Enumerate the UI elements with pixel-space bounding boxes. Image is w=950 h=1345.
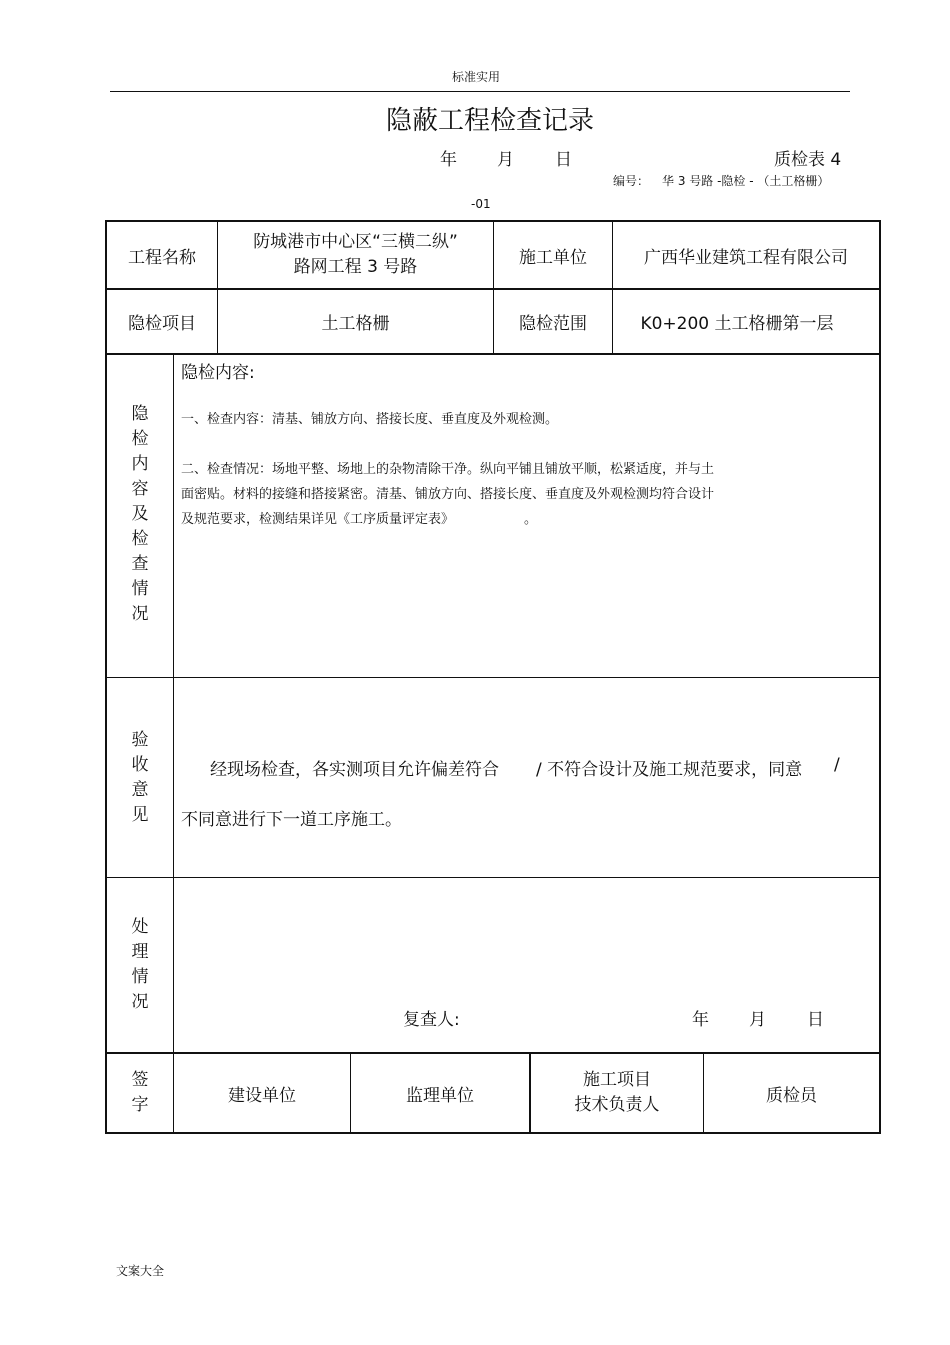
document-title: 隐蔽工程检查记录 <box>386 106 595 136</box>
content-paragraph-2-end: 。 <box>524 512 538 527</box>
side-char: 情 <box>131 579 149 599</box>
serial-label: 编号： <box>613 174 650 188</box>
side-char: 容 <box>131 479 149 499</box>
row-rule <box>105 877 881 878</box>
project-name-value <box>218 222 493 288</box>
acceptance-text-line2: 不同意进行下一道工序施工。 <box>181 810 402 830</box>
side-char: 意 <box>131 780 149 800</box>
form-label: 质检表 4 <box>774 150 842 170</box>
side-char: 字 <box>131 1095 149 1115</box>
content-paragraph-1: 一、检查内容：清基、铺放方向、搭接长度、垂直度及外观检测。 <box>181 412 559 427</box>
side-char: 检 <box>131 429 149 449</box>
date-year: 年 <box>440 150 457 170</box>
col-rule <box>173 354 174 1132</box>
date-month: 月 <box>497 150 514 170</box>
content-title: 隐检内容: <box>181 363 255 383</box>
side-char: 处 <box>131 917 149 937</box>
side-char: 况 <box>131 992 149 1012</box>
page-header: 标准实用 <box>452 70 501 84</box>
content-paragraph-2-line1: 二、检查情况：场地平整、场地上的杂物清除干净。纵向平铺且铺放平顺，松紧适度，并与土 <box>181 462 715 477</box>
handling-month: 月 <box>749 1010 766 1030</box>
handling-year: 年 <box>692 1010 709 1030</box>
acceptance-text-a: 经现场检查，各实测项目允许偏差符合 <box>210 760 499 780</box>
content-paragraph-2-line3: 及规范要求，检测结果详见《工序质量评定表》 <box>181 512 455 527</box>
project-name-line1: 防城港市中心区“三横二纵” <box>253 232 458 252</box>
side-char: 况 <box>131 604 149 624</box>
header-rule <box>110 91 850 92</box>
sign-supervisor: 监理单位 <box>406 1085 474 1106</box>
project-name-label: 工程名称 <box>128 247 196 268</box>
acceptance-text-c: / <box>834 755 840 775</box>
sign-owner: 建设单位 <box>228 1085 296 1106</box>
row-rule <box>105 677 881 678</box>
sign-side-label <box>107 1054 173 1132</box>
project-name-line2: 路网工程 3 号路 <box>293 257 418 277</box>
scope-label: 隐检范围 <box>519 314 587 334</box>
side-char: 情 <box>131 967 149 987</box>
side-char: 见 <box>131 805 149 825</box>
side-char: 隐 <box>131 404 149 424</box>
side-char: 查 <box>131 554 149 574</box>
handling-side-label <box>107 915 173 1015</box>
sign-tech-line1: 施工项目 <box>583 1070 651 1090</box>
side-char: 验 <box>131 730 149 750</box>
date-day: 日 <box>555 150 572 170</box>
side-char: 收 <box>131 755 149 775</box>
serial-value: 华 3 号路 -隐检 - （土工格栅） <box>662 174 830 188</box>
reviewer-label: 复查人: <box>403 1010 460 1030</box>
item-value: 土工格栅 <box>321 314 390 334</box>
handling-day: 日 <box>807 1010 824 1030</box>
acceptance-text-b: / 不符合设计及施工规范要求，同意 <box>536 760 803 780</box>
serial-suffix: -01 <box>471 197 491 211</box>
side-char: 理 <box>131 942 149 962</box>
sign-inspector: 质检员 <box>766 1085 817 1106</box>
page-footer: 文案大全 <box>116 1264 165 1278</box>
contractor-value: 广西华业建筑工程有限公司 <box>644 247 848 268</box>
acceptance-side-label <box>107 728 173 828</box>
sign-tech-lead <box>531 1054 703 1132</box>
side-char: 签 <box>131 1070 149 1090</box>
sign-tech-line2: 技术负责人 <box>574 1095 660 1115</box>
side-char: 内 <box>131 454 149 474</box>
item-label: 隐检项目 <box>128 314 196 334</box>
side-char: 及 <box>131 504 149 524</box>
side-char: 检 <box>131 529 149 549</box>
content-paragraph-2-line2: 面密贴。材料的接缝和搭接紧密。清基、铺放方向、搭接长度、垂直度及外观检测均符合设计 <box>181 487 715 502</box>
scope-value: K0+200 土工格栅第一层 <box>640 314 834 334</box>
contractor-label: 施工单位 <box>519 247 587 268</box>
content-side-label <box>107 402 173 627</box>
